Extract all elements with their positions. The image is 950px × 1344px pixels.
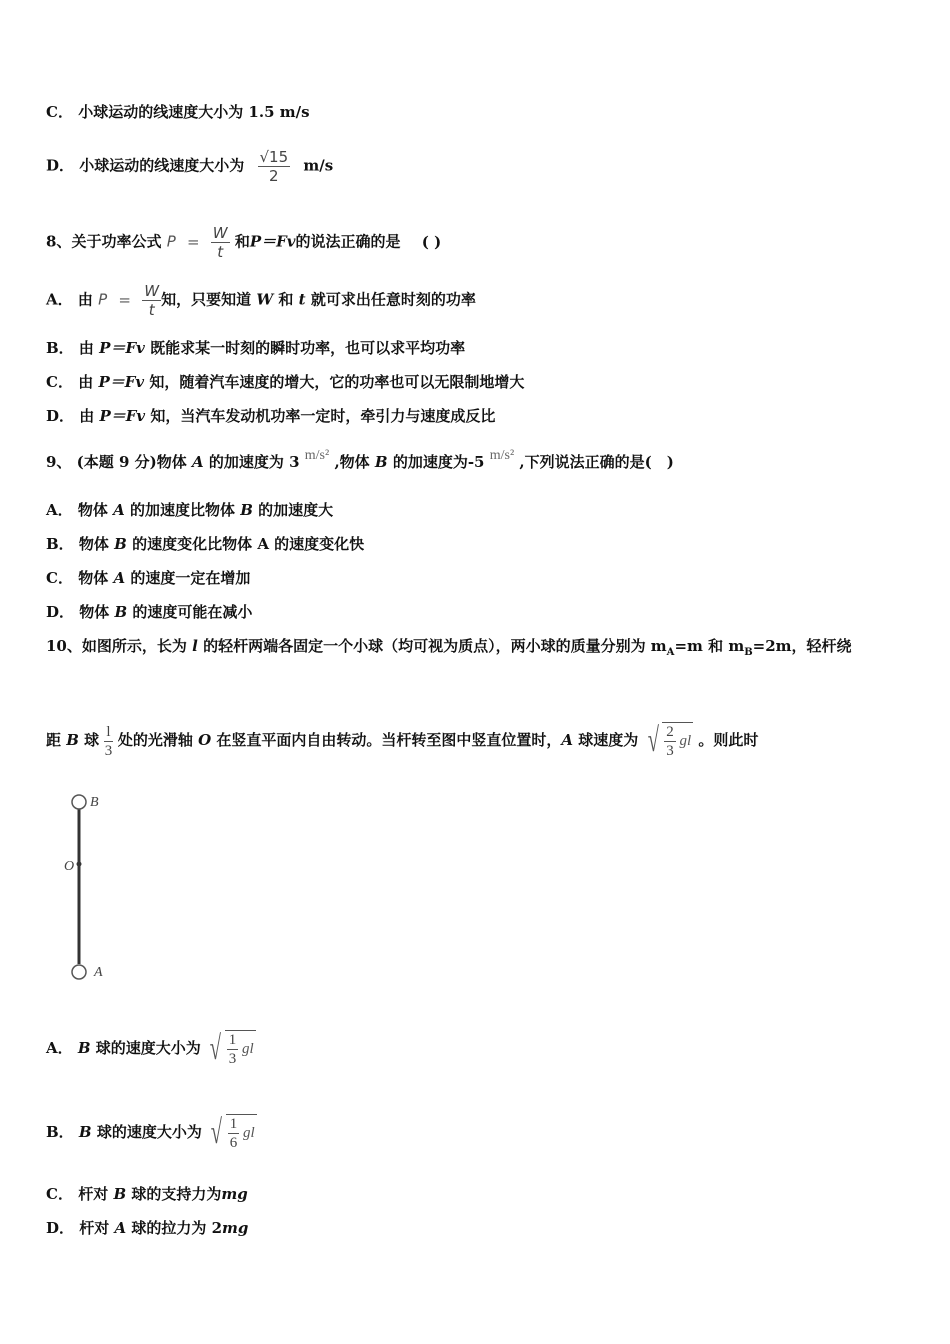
fraction: $\frac{√15}{2}$: [259, 148, 289, 185]
option-c-q10: C． 杆对 B 球的支持力为mg: [46, 1185, 248, 1203]
option-b-q8: B． 由 P＝Fv 既能求某一时刻的瞬时功率，也可以求平均功率: [46, 339, 466, 357]
option-c-q7: C． 小球运动的线速度大小为 1.5 m/s: [46, 103, 310, 121]
square-root: √ $\frac{1}{3}$ gl: [209, 1030, 254, 1067]
option-b-q9: B． 物体 B 的速度变化比物体 A 的速度变化快: [46, 535, 365, 553]
rod-diagram: [62, 788, 122, 988]
pivot-o: [77, 862, 82, 867]
option-d-q7: D． 小球运动的线速度大小为 $\frac{√15}{2}$ m/s: [46, 148, 334, 185]
option-d-q9: D． 物体 B 的速度可能在减小: [46, 603, 253, 621]
label-a: A: [94, 965, 103, 980]
fraction: $\frac{W}{t}$: [212, 224, 228, 261]
ball-b: [72, 795, 86, 809]
question-9: 9、 (本题 9 分)物体 A 的加速度为 3 m/s² ,物体 B 的加速度为-5 m/s² ,下列说法正确的是( ): [46, 448, 674, 471]
question-10-line2: 距 B 球 $\frac{l}{3}$ 处的光滑轴 O 在竖直平面内自由转动。当杆转至图中竖直位置时，A 球速度为 √ $\frac{2}{3}$ gl 。则此时: [46, 722, 759, 759]
question-10-line1: 10、如图所示，长为 l 的轻杆两端各固定一个小球（均可视为质点），两小球的质量分别为 $m_A=m$ 和 $m_B=2m$，轻杆绕: [46, 637, 852, 658]
option-c-q9: C． 物体 A 的速度一定在增加: [46, 569, 251, 587]
label-b: B: [90, 795, 99, 810]
square-root: √ $\frac{2}{3}$ gl: [647, 722, 692, 759]
option-a-q9: A． 物体 A 的加速度比物体 B 的加速度大: [46, 501, 334, 519]
fraction: $\frac{W}{t}$: [144, 282, 160, 319]
fraction: $\frac{l}{3}$: [104, 723, 113, 759]
option-c-q8: C． 由 P＝Fv 知，随着汽车速度的增大，它的功率也可以无限制地增大: [46, 373, 525, 391]
option-b-q10: B． B 球的速度大小为 √ $\frac{1}{6}$ gl: [46, 1114, 255, 1151]
label-o: O: [64, 859, 75, 874]
option-d-q10: D． 杆对 A 球的拉力为 2mg: [46, 1219, 249, 1237]
option-a-q8: A． 由 P = $\frac{W}{t}$ 知，只要知道 W 和 t 就可求出任意时刻的功率: [46, 282, 476, 319]
option-a-q10: A． B 球的速度大小为 √ $\frac{1}{3}$ gl: [46, 1030, 254, 1067]
question-8: 8、关于功率公式 P = $\frac{W}{t}$ 和P＝Fv的说法正确的是 ( ): [46, 224, 442, 261]
square-root: √ $\frac{1}{6}$ gl: [210, 1114, 255, 1151]
option-d-q8: D． 由 P＝Fv 知，当汽车发动机功率一定时，牵引力与速度成反比: [46, 407, 496, 425]
ball-a: [72, 965, 86, 979]
